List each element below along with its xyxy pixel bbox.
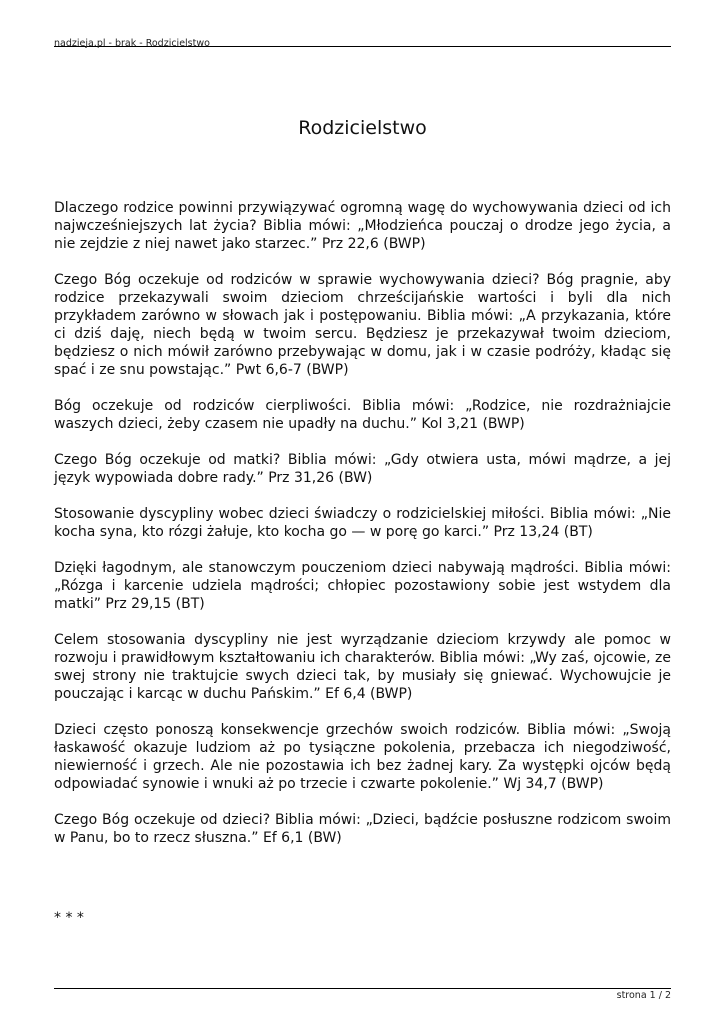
paragraph: Czego Bóg oczekuje od rodziców w sprawie wychowywania dzieci? Bóg pragnie, aby rodzice przekazywali swoim dzieciom chrześcijańskie wartości i byli dla nich przykładem zarówno w słowach jak i postępowaniu. Biblia mówi: „A przykazania, które ci dziś daję, niech będą w twoim sercu. Będziesz je przekazywał twoim dzieciom, będziesz o nich mówił zarówno przebywając w domu, jak i w czasie podróży, kładąc się spać i ze snu powstając.” Pwt 6,6-7 (BWP) — [54, 272, 671, 378]
paragraph: Bóg oczekuje od rodziców cierpliwości. Biblia mówi: „Rodzice, nie rozdrażniajcie waszych dzieci, żeby czasem nie upadły na duchu.” Kol 3,21 (BWP) — [54, 398, 671, 432]
page-number: strona 1 / 2 — [616, 990, 671, 1001]
paragraph: Dzieci często ponoszą konsekwencje grzechów swoich rodziców. Biblia mówi: „Swoją łaskawość okazuje ludziom aż po tysiączne pokolenia, przebacza ich niegodziwość, niewierność i grzech. Ale nie pozostawia ich bez żadnej kary. Za występki ojców będą odpowiadać synowie i wnuki aż po trzecie i czwarte pokolenie.” Wj 34,7 (BWP) — [54, 722, 671, 792]
paragraph: Stosowanie dyscypliny wobec dzieci świadczy o rodzicielskiej miłości. Biblia mówi: „Nie kocha syna, kto rózgi żałuje, kto kocha go — w porę go karci.” Prz 13,24 (BT) — [54, 506, 671, 540]
paragraph: Dzięki łagodnym, ale stanowczym pouczeniom dzieci nabywają mądrości. Biblia mówi: „Rózga i karcenie udziela mądrości; chłopiec pozostawiony sobie jest wstydem dla matki” Prz 29,15 (BT) — [54, 560, 671, 612]
paragraph: Dlaczego rodzice powinni przywiązywać ogromną wagę do wychowywania dzieci od ich najwcześniejszych lat życia? Biblia mówi: „Młodzieńca pouczaj o drodze jego życia, a nie zejdzie z niej nawet jako starzec.” Prz 22,6 (BWP) — [54, 200, 671, 252]
paragraph: Czego Bóg oczekuje od dzieci? Biblia mówi: „Dzieci, bądźcie posłuszne rodzicom swoim w Panu, bo to rzecz słuszna.” Ef 6,1 (BW) — [54, 812, 671, 846]
page-title: Rodzicielstwo — [298, 117, 427, 139]
paragraph: Celem stosowania dyscypliny nie jest wyrządzanie dzieciom krzywdy ale pomoc w rozwoju i prawidłowym kształtowaniu ich charakterów. Biblia mówi: „Wy zaś, ojcowie, ze swej strony nie traktujcie swych dzieci tak, by musiały się gniewać. Wychowujcie je pouczając i karcąc w duchu Pańskim.” Ef 6,4 (BWP) — [54, 632, 671, 702]
paragraph: Czego Bóg oczekuje od matki? Biblia mówi: „Gdy otwiera usta, mówi mądrze, a jej język wypowiada dobre rady.” Prz 31,26 (BW) — [54, 452, 671, 486]
page-footer — [54, 988, 671, 1003]
article-body — [54, 199, 671, 865]
page-header — [54, 31, 671, 47]
header-text: nadzieja.pl - brak - Rodzicielstwo — [54, 38, 210, 49]
section-separator: * * * — [54, 910, 84, 926]
